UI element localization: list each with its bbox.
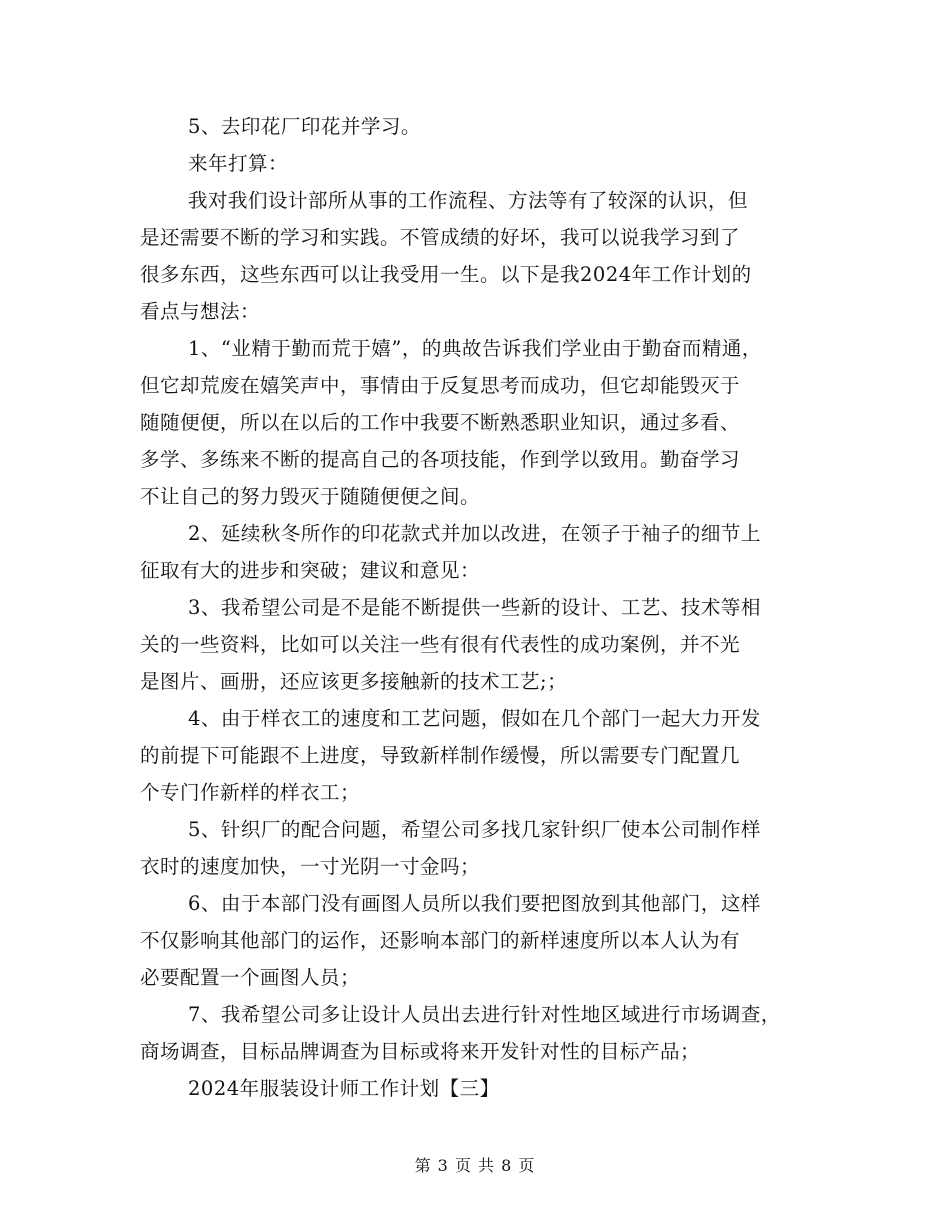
text-line: 6、由于本部门没有画图人员所以我们要把图放到其他部门，这样 (188, 892, 761, 915)
text-line: 个专门作新样的样衣工； (140, 781, 361, 804)
text-line: 来年打算： (188, 152, 289, 175)
text-line: 商场调查，目标品牌调查为目标或将来开发针对性的目标产品； (140, 1040, 701, 1063)
text-line: 4、由于样衣工的速度和工艺问题，假如在几个部门一起大力开发 (188, 707, 761, 730)
text-line: 关的一些资料，比如可以关注一些有很有代表性的成功案例，并不光 (140, 633, 741, 656)
text-line: 3、我希望公司是不是能不断提供一些新的设计、工艺、技术等相 (188, 596, 761, 619)
text-line: 看点与想法： (140, 300, 261, 323)
page-footer: 第 3 页 共 8 页 (414, 1156, 536, 1175)
text-line: 随随便便，所以在以后的工作中我要不断熟悉职业知识，通过多看、 (140, 411, 741, 434)
text-line: 5、针织厂的配合问题，希望公司多找几家针织厂使本公司制作样 (188, 818, 761, 841)
text-line: 不仅影响其他部门的运作，还影响本部门的新样速度所以本人认为有 (140, 929, 741, 952)
text-line: 5、去印花厂印花并学习。 (188, 115, 421, 138)
text-line: 7、我希望公司多让设计人员出去进行针对性地区域进行市场调查， (188, 1003, 781, 1026)
text-line: 必要配置一个画图人员； (140, 966, 361, 989)
text-line: 但它却荒废在嬉笑声中，事情由于反复思考而成功，但它却能毁灭于 (140, 374, 741, 397)
text-line: 2、延续秋冬所作的印花款式并加以改进，在领子于袖子的细节上 (188, 522, 761, 545)
text-line: 多学、多练来不断的提高自己的各项技能，作到学以致用。勤奋学习 (140, 448, 741, 471)
text-line: 1、“业精于勤而荒于嬉”，的典故告诉我们学业由于勤奋而精通， (188, 337, 762, 360)
text-line: 征取有大的进步和突破；建议和意见： (140, 559, 481, 582)
text-line: 不让自己的努力毁灭于随随便便之间。 (140, 485, 481, 508)
section-heading: 2024年服装设计师工作计划【三】 (188, 1077, 500, 1100)
text-line: 是图片、画册，还应该更多接触新的技术工艺;； (140, 670, 568, 693)
text-line: 的前提下可能跟不上进度，导致新样制作缓慢，所以需要专门配置几 (140, 744, 741, 767)
text-line: 是还需要不断的学习和实践。不管成绩的好坏，我可以说我学习到了 (140, 226, 741, 249)
text-line: 很多东西，这些东西可以让我受用一生。以下是我2024年工作计划的 (140, 263, 752, 286)
text-line: 衣时的速度加快，一寸光阴一寸金吗； (140, 855, 481, 878)
text-line: 我对我们设计部所从事的工作流程、方法等有了较深的认识，但 (188, 189, 749, 212)
